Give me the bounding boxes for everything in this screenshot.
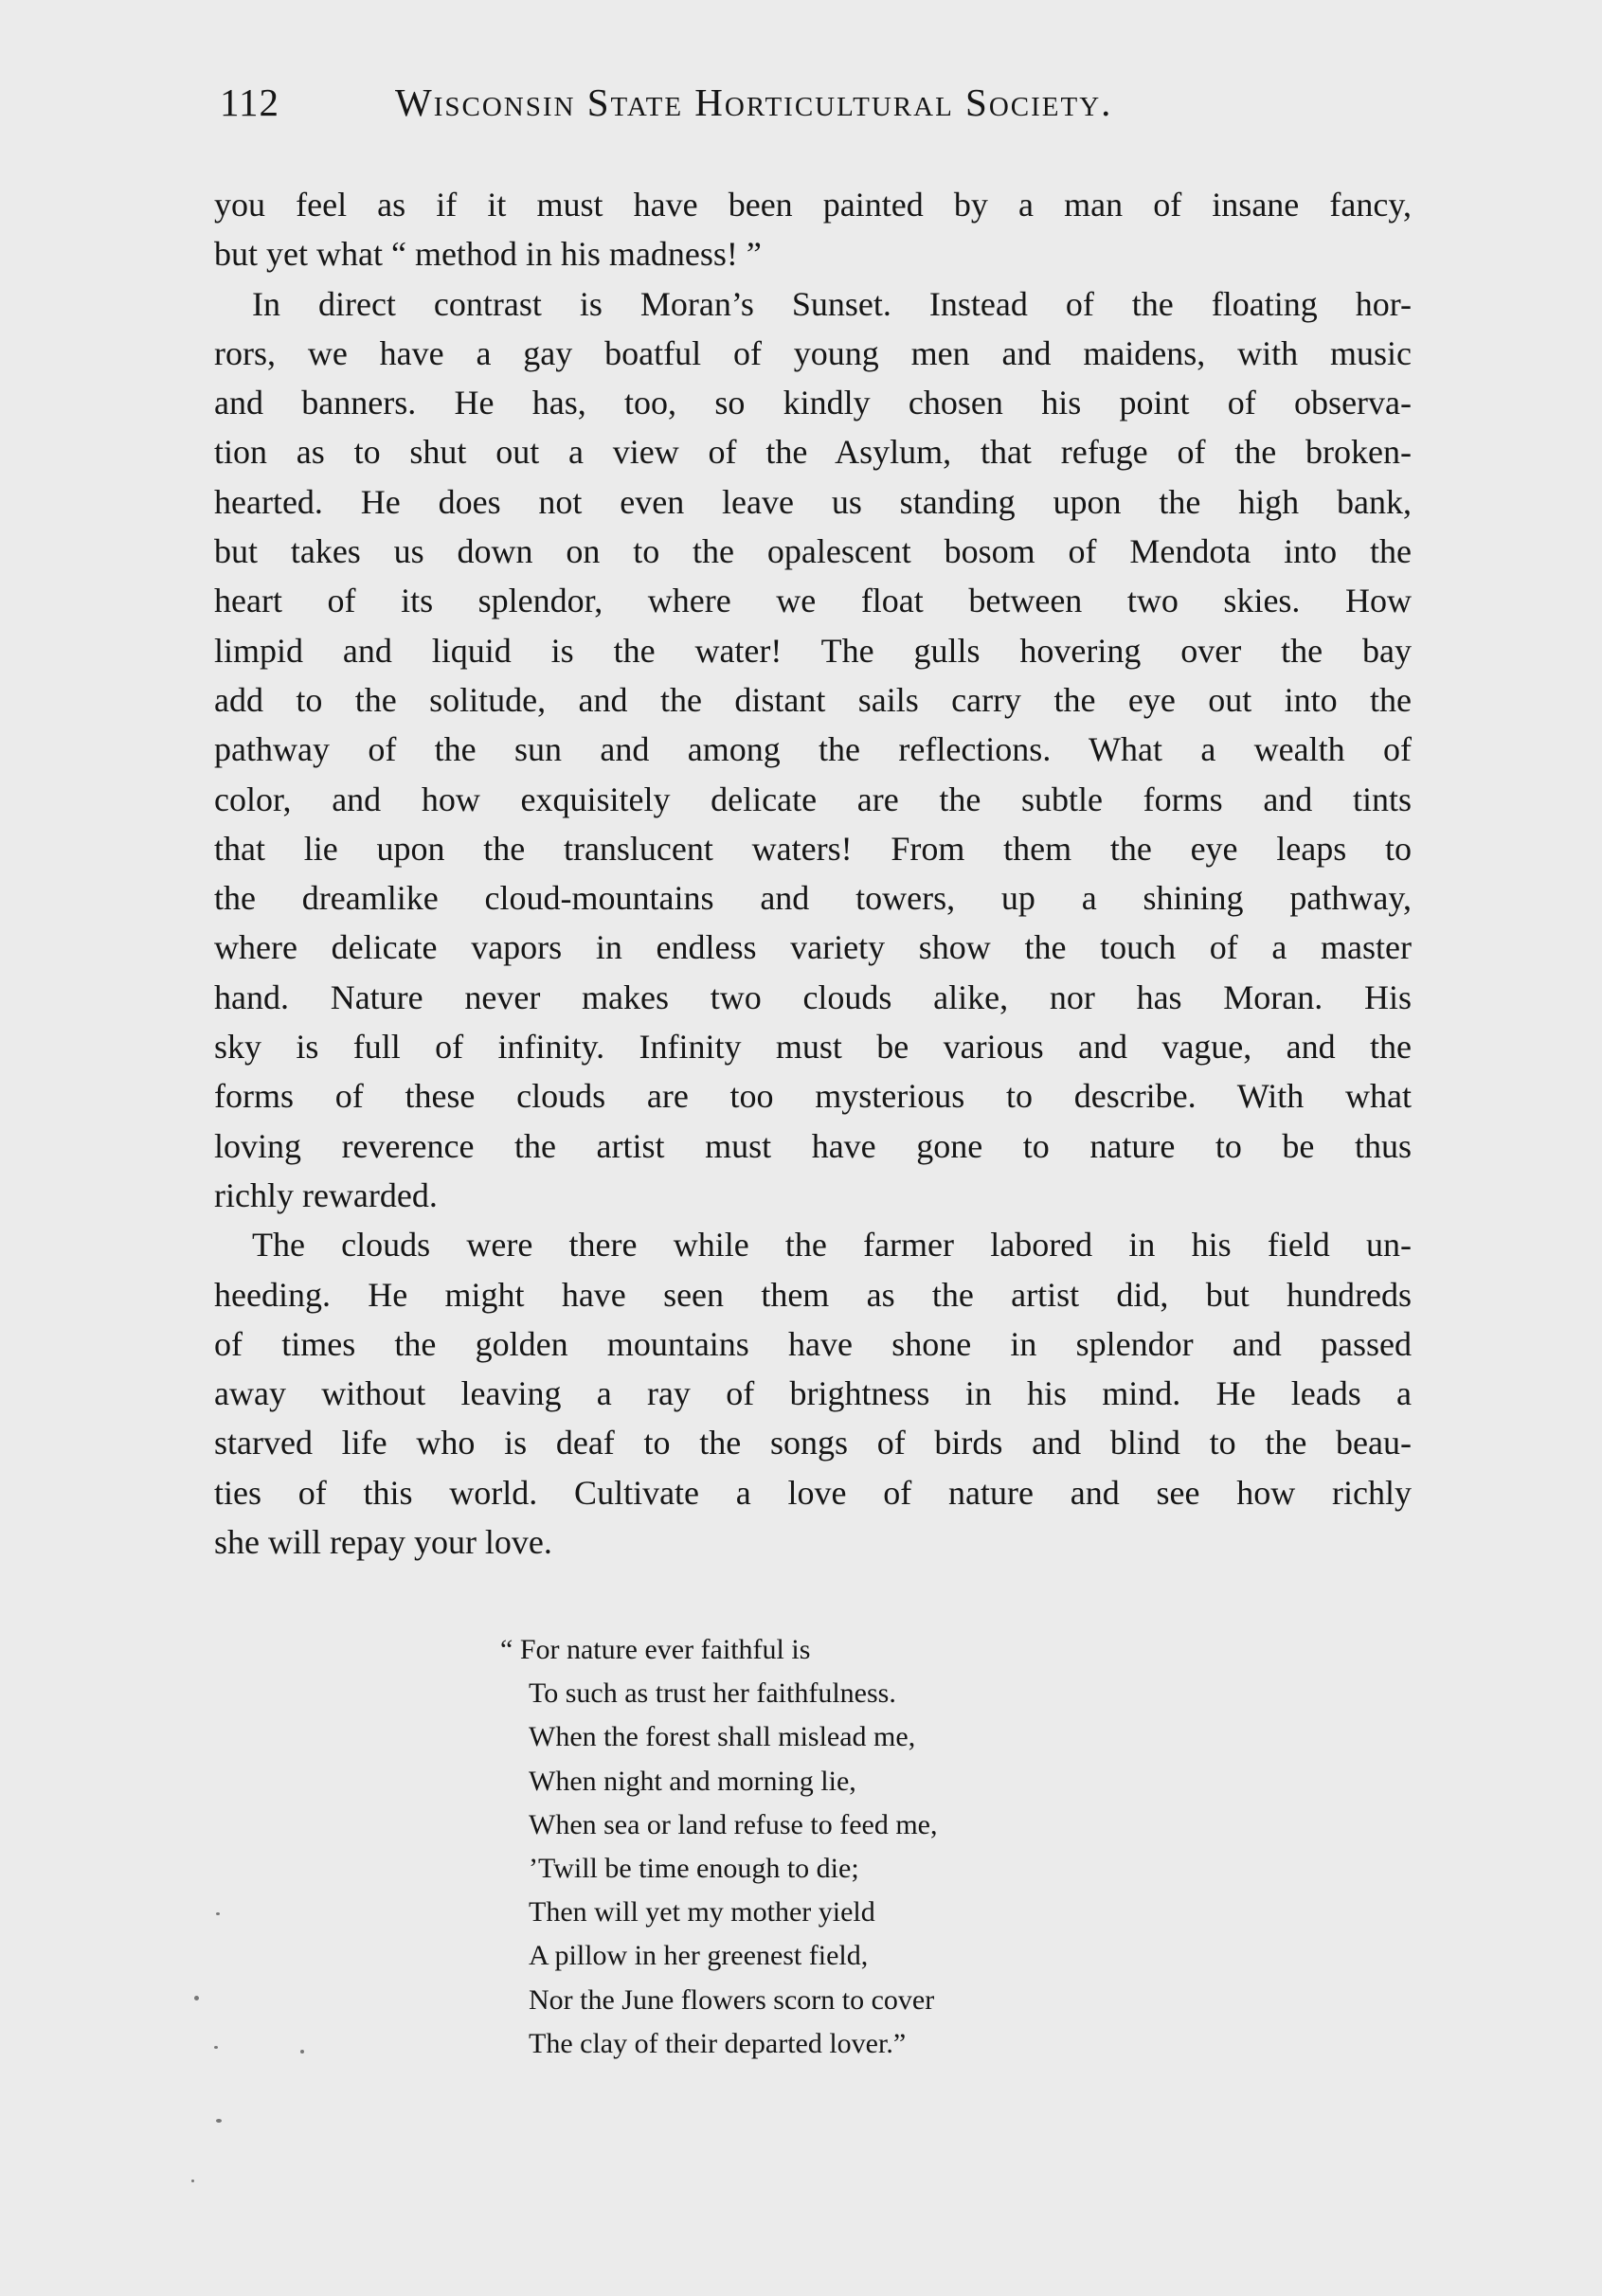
poem-line: When sea or land refuse to feed me, [529, 1808, 938, 1840]
text-line: and banners. He has, too, so kindly chosen his point of observa- [214, 384, 1412, 422]
text-line: but yet what “ method in his madness! ” [214, 235, 762, 274]
text-line: rors, we have a gay boatful of young men and maidens, with music [214, 333, 1412, 372]
text-line: limpid and liquid is the water! The gulls hovering over the bay [214, 631, 1412, 670]
text-line: you feel as if it must have been painted by a man of insane fancy, [214, 186, 1412, 224]
text-line: hand. Nature never makes two clouds alike, nor has Moran. His [214, 978, 1412, 1016]
scan-speck [191, 2179, 194, 2182]
scan-speck [216, 2119, 222, 2123]
text-line: richly rewarded. [214, 1175, 438, 1214]
page-number: 112 [220, 81, 279, 124]
text-line: of times the golden mountains have shone in splendor and passed [214, 1324, 1412, 1363]
running-head: Wisconsin State Horticultural Society. [395, 81, 1113, 124]
text-line: tion as to shut out a view of the Asylum, that refuge of the broken- [214, 433, 1412, 472]
text-line: color, and how exquisitely delicate are the subtle forms and tints [214, 780, 1412, 818]
text-line: The clouds were there while the farmer labored in his field un- [252, 1226, 1412, 1265]
scan-speck [216, 1912, 220, 1915]
text-line: heart of its splendor, where we float between two skies. How [214, 582, 1412, 620]
text-line: In direct contrast is Moran’s Sunset. Instead of the floating hor- [252, 284, 1412, 323]
text-line: the dreamlike cloud-mountains and towers, up a shining pathway, [214, 879, 1412, 918]
scan-speck [214, 2046, 218, 2049]
text-line: where delicate vapors in endless variety show the touch of a master [214, 928, 1412, 967]
scan-speck [194, 1996, 199, 2000]
scan-speck [300, 2050, 304, 2054]
text-line: heeding. He might have seen them as the artist did, but hundreds [214, 1275, 1412, 1314]
poem-line: Nor the June flowers scorn to cover [529, 1983, 935, 2016]
text-line: but takes us down on to the opalescent bosom of Mendota into the [214, 532, 1412, 571]
poem-line: When night and morning lie, [529, 1765, 856, 1797]
text-line: loving reverence the artist must have gone to nature to be thus [214, 1126, 1412, 1165]
text-line: sky is full of infinity. Infinity must be various and vague, and the [214, 1028, 1412, 1067]
poem-line: A pillow in her greenest field, [529, 1940, 869, 1972]
text-line: that lie upon the translucent waters! From them the eye leaps to [214, 829, 1412, 868]
poem-line: When the forest shall mislead me, [529, 1721, 916, 1753]
poem-line: The clay of their departed lover.” [529, 2027, 907, 2059]
body-text [214, 180, 1412, 1567]
poem-line: “ For nature ever faithful is [500, 1634, 811, 1665]
text-line: she will repay your love. [214, 1523, 552, 1562]
text-line: add to the solitude, and the distant sails carry the eye out into the [214, 680, 1412, 719]
poem-line: Then will yet my mother yield [529, 1896, 875, 1928]
text-line: hearted. He does not even leave us standing upon the high bank, [214, 482, 1412, 521]
poem-line: ’Twill be time enough to die; [529, 1852, 859, 1884]
text-line: ties of this world. Cultivate a love of nature and see how richly [214, 1473, 1412, 1512]
text-line: forms of these clouds are too mysterious to describe. With what [214, 1077, 1412, 1116]
text-line: pathway of the sun and among the reflections. What a wealth of [214, 730, 1412, 769]
page-header [220, 80, 1262, 136]
text-line: away without leaving a ray of brightness in his mind. He leads a [214, 1374, 1412, 1413]
poem-line: To such as trust her faithfulness. [529, 1677, 896, 1710]
poem-quotation [500, 1628, 1220, 2066]
text-line: starved life who is deaf to the songs of birds and blind to the beau- [214, 1424, 1412, 1462]
